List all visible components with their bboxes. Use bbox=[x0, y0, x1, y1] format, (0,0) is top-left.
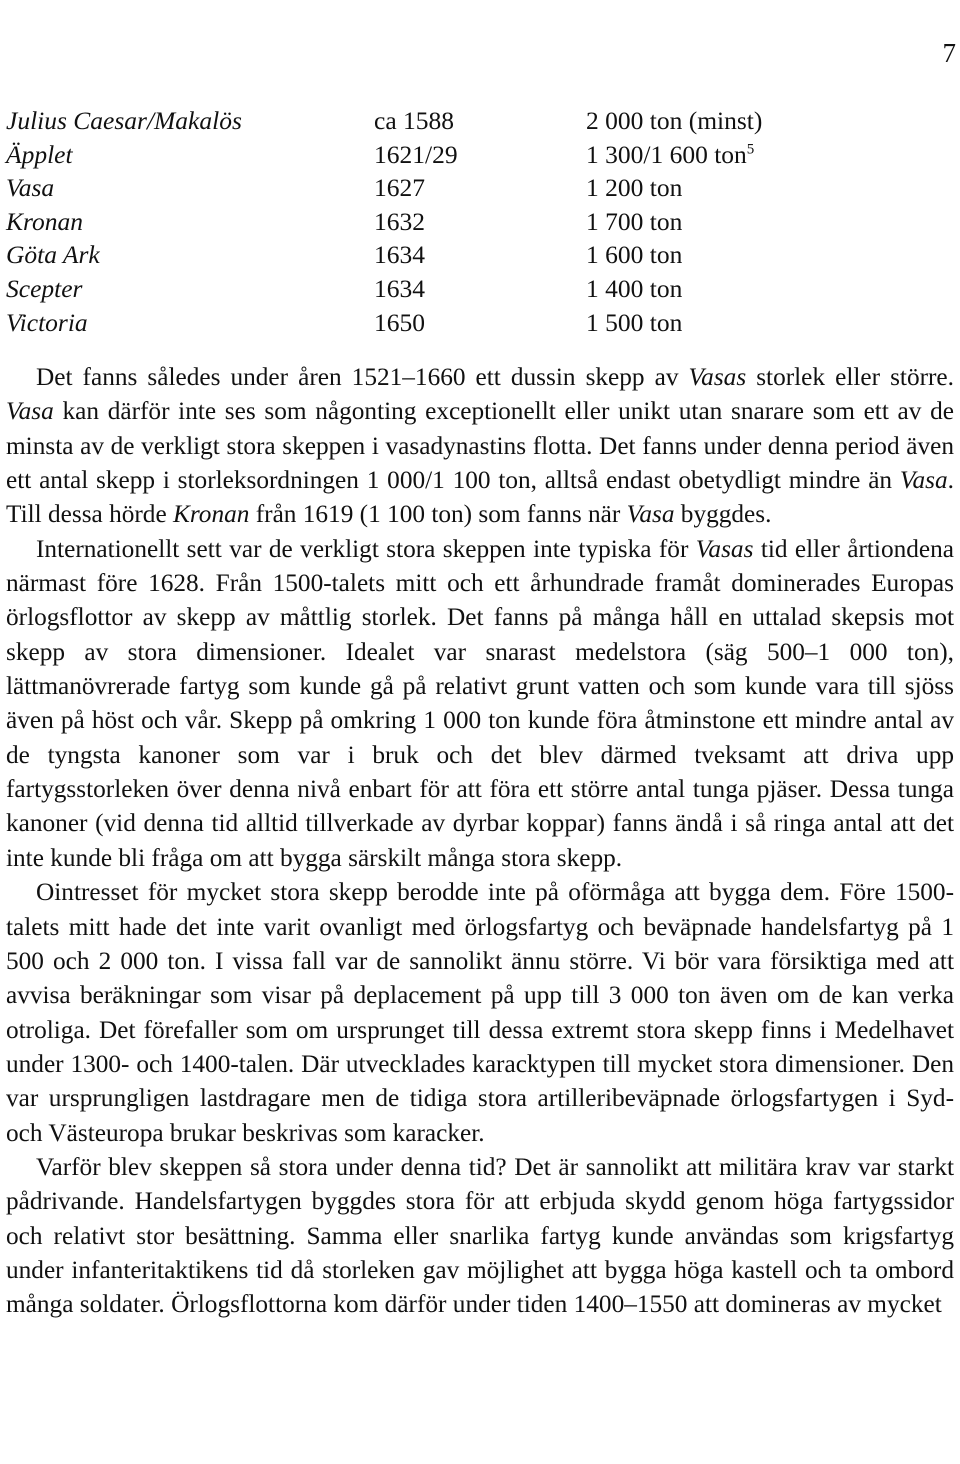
tonnage-value: 1 700 ton bbox=[586, 206, 683, 236]
ship-name: Julius Caesar/Makalös bbox=[6, 106, 242, 135]
table-row bbox=[6, 138, 946, 172]
ship-year: 1634 bbox=[374, 273, 425, 303]
footnote-marker: 5 bbox=[746, 141, 755, 158]
tonnage-value: 1 500 ton bbox=[586, 307, 683, 337]
paragraph bbox=[6, 532, 954, 875]
text-run: byggdes. bbox=[674, 500, 772, 529]
tonnage-value: 2 000 ton (minst) bbox=[586, 106, 763, 135]
ship-table bbox=[6, 104, 946, 339]
ship-tonnage bbox=[586, 272, 946, 306]
tonnage-value: 1 600 ton bbox=[586, 240, 683, 270]
text-run: kan därför inte ses som någonting exceptionellt eller unikt utan snarare som ett av de minsta av de verkligt stora skeppen i vasadynastins flotta. Det fanns under denna period även ett antal skepp i storleksordningen 1 000/1 100 ton, alltså endast obetydligt mindre än bbox=[6, 397, 954, 495]
ship-tonnage bbox=[586, 205, 946, 239]
ship-name-italic: Vasa bbox=[626, 500, 675, 529]
text-run: . Till dessa hörde bbox=[6, 466, 954, 529]
text-run: Internationellt sett var de verkligt stora skeppen inte typiska för bbox=[36, 534, 696, 563]
text-run: från 1619 (1 100 ton) som fanns när bbox=[249, 500, 627, 529]
ship-year: 1621/29 bbox=[374, 139, 458, 169]
ship-name: Äpplet bbox=[6, 139, 73, 169]
ship-tonnage bbox=[586, 104, 946, 138]
ship-name: Victoria bbox=[6, 307, 88, 337]
page-number: 7 bbox=[942, 38, 956, 68]
paragraph bbox=[6, 360, 954, 532]
tonnage-value: 1 200 ton bbox=[586, 173, 683, 203]
tonnage-value: 1 300/1 600 ton bbox=[586, 139, 747, 169]
ship-name: Vasa bbox=[6, 173, 55, 203]
table-row bbox=[6, 104, 946, 138]
table-row bbox=[6, 238, 946, 272]
ship-tonnage bbox=[586, 138, 946, 172]
ship-name-italic: Vasas bbox=[688, 363, 747, 391]
ship-name-italic: Vasas bbox=[695, 534, 754, 563]
table-row bbox=[6, 171, 946, 205]
ship-name-italic: Vasa bbox=[6, 397, 54, 426]
ship-name-italic: Kronan bbox=[173, 500, 250, 529]
ship-tonnage bbox=[586, 238, 946, 272]
paragraph bbox=[6, 875, 954, 1150]
ship-year: 1634 bbox=[374, 240, 425, 270]
tonnage-value: 1 400 ton bbox=[586, 273, 683, 303]
text-run: Varför blev skeppen så stora under denna tid? Det är sannolikt att militära krav var starkt pådrivande. Handelsfartygen byggdes stora för att erbjuda skydd genom höga fartygssidor och relativt stor besättning. Samma eller snarlika fartyg kunde användas som krigsfartyg under infanteritaktikens tid då storleken gav möjlighet att bygga höga kastell och ta ombord många soldater. Örlogsflottorna kom därför under tiden 1400–1550 att domineras av mycket bbox=[6, 1152, 954, 1319]
ship-year: 1650 bbox=[374, 307, 425, 337]
text-run: tid eller årtiondena närmast före 1628. Från 1500-talets mitt och ett århundrade framåt dominerades Europas örlogsflottor av skepp av måttlig storlek. Det fanns på många håll en uttalad skepsis mot skepp av stora dimensioner. Idealet var snarast medelstora (säg 500–1 000 ton), lättmanövrerade fartyg som kunde gå på relativt grunt vatten och som kunde vara till sjöss även på höst och vår. Skepp på omkring 1 000 ton kunde föra åtminstone ett mindre antal av de tyngsta kanoner som var i bruk och det blev därmed tveksamt att driva upp fartygsstorleken över denna nivå enbart för att föra ett större antal tunga pjäser. Dessa tunga kanoner (vid denna tid alltid tillverkade av dyrbar koppar) fanns ändå i så ringa antal att det inte kunde bli fråga om att bygga särskilt många stora skepp. bbox=[6, 534, 954, 872]
ship-tonnage bbox=[586, 171, 946, 205]
paragraph bbox=[6, 1150, 954, 1322]
ship-year: ca 1588 bbox=[374, 106, 455, 135]
ship-name: Scepter bbox=[6, 273, 83, 303]
ship-year: 1632 bbox=[374, 206, 425, 236]
table-row bbox=[6, 272, 946, 306]
table-row bbox=[6, 306, 946, 340]
ship-name: Kronan bbox=[6, 206, 83, 236]
text-run: Det fanns således under åren 1521–1660 ett dussin skepp av bbox=[36, 363, 689, 391]
ship-name-italic: Vasa bbox=[899, 466, 948, 495]
table-row bbox=[6, 205, 946, 239]
body-text bbox=[6, 360, 954, 1322]
ship-year: 1627 bbox=[374, 173, 425, 203]
ship-tonnage bbox=[586, 306, 946, 340]
text-run: Ointresset för mycket stora skepp berodde inte på oförmåga att bygga dem. Före 1500-talets mitt hade det inte varit ovanligt med örlogsfartyg och beväpnade handelsfartyg på 1 500 och 2 000 ton. I vissa fall var de sannolikt ännu större. Vi bör vara försiktiga med att avvisa beräkningar som visar på deplacement på upp till 3 000 ton även om de kan verka otroliga. Det förefaller som om ursprunget till dessa extremt stora skepp finns i Medelhavet under 1300- och 1400-talen. Där utvecklades karacktypen till mycket stora dimensioner. Den var ursprungligen lastdragare men de tidiga stora artilleribeväpnade örlogsfartygen i Syd- och Västeuropa brukar beskrivas som karacker. bbox=[6, 878, 954, 1147]
text-run: storlek eller större. bbox=[746, 363, 954, 391]
ship-name: Göta Ark bbox=[6, 240, 100, 270]
